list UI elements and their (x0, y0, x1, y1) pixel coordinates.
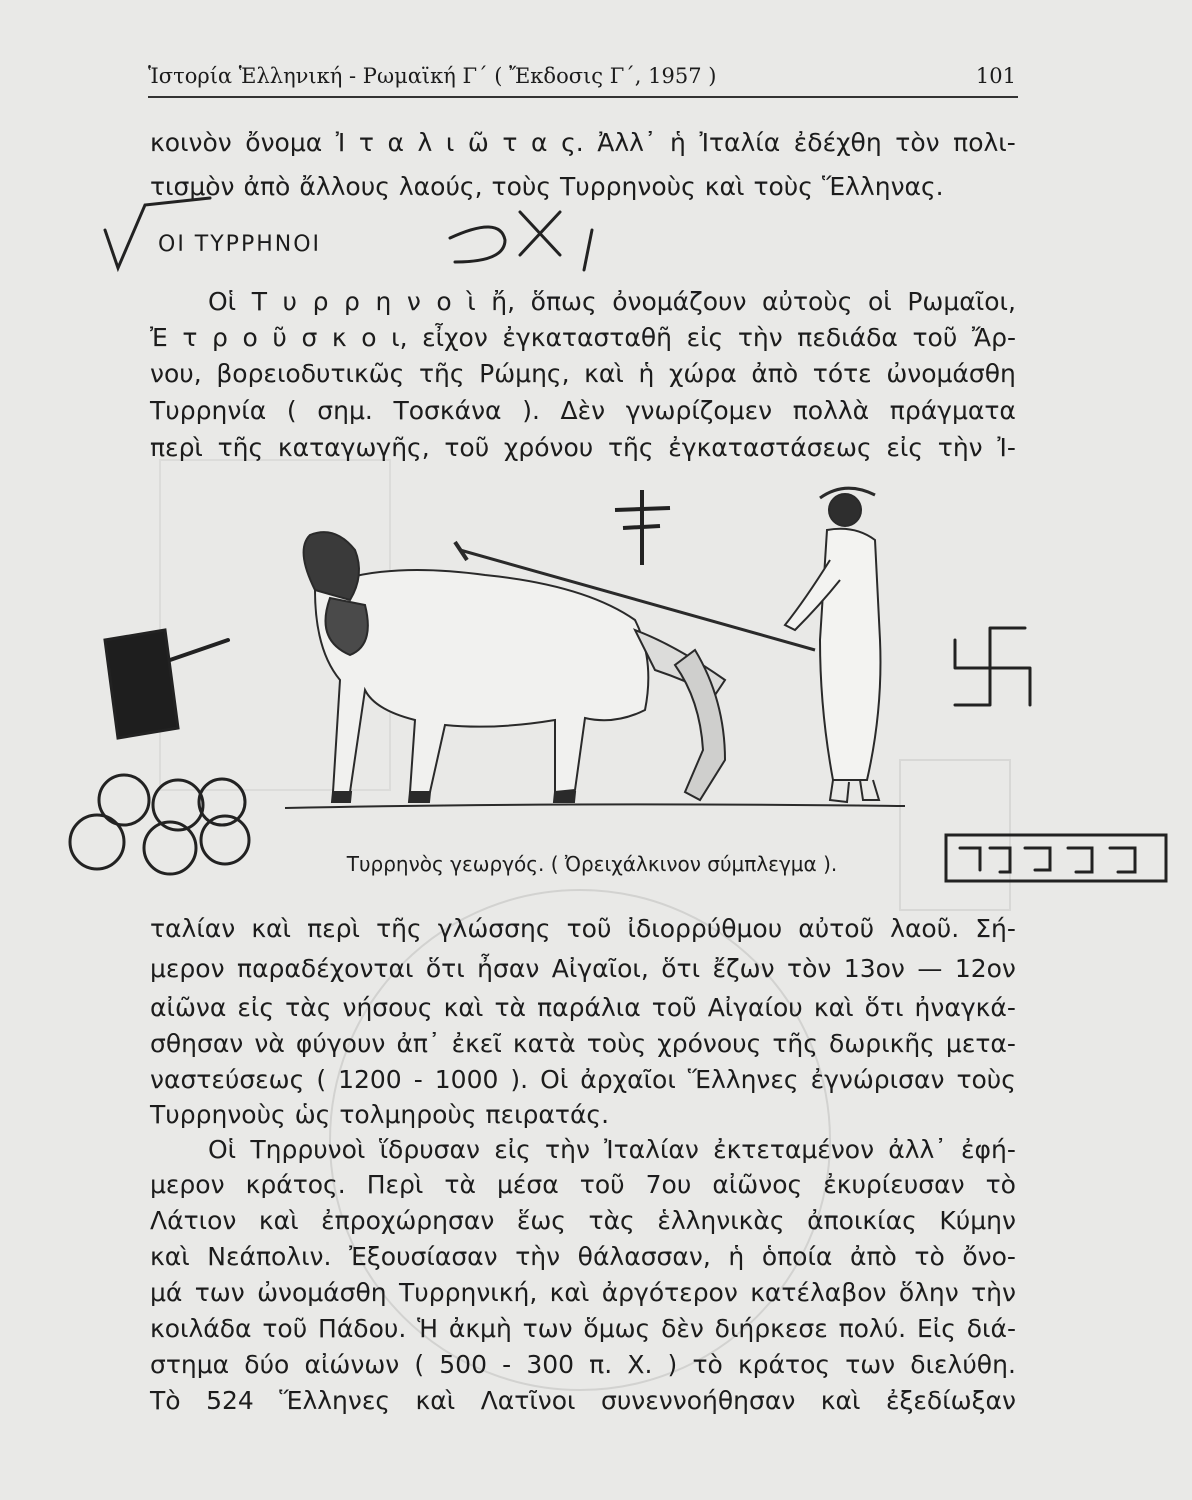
text-line: στημα δύο αἰώνων ( 500 - 300 π. Χ. ) τὸ κράτος των διελύθη. (150, 1350, 1016, 1379)
text-line: καὶ Νεάπολιν. Ἐξουσίασαν τὴν θάλασσαν, ἡ ὁποία ἀπὸ τὸ ὄνο- (150, 1242, 1016, 1271)
text-line: Τυρρηνοὺς ὡς τολμηροὺς πειρατάς. (150, 1100, 610, 1129)
text-line: μερον κράτος. Περὶ τὰ μέσα τοῦ 7ου αἰῶνος ἐκυρίευσαν τὸ (150, 1170, 1016, 1199)
text-line: σθησαν νὰ φύγουν ἀπ᾿ ἐκεῖ κατὰ τοὺς χρόνους τῆς δωρικῆς μετα- (150, 1029, 1016, 1058)
figure-caption: Τυρρηνὸς γεωργός. ( Ὀρειχάλκινον σύμπλεγμα ). (346, 852, 838, 876)
page-number: 101 (975, 64, 1016, 88)
running-title: Ἱστορία Ἑλληνική - Ρωμαϊκή Γ΄ ( Ἔκδοσις Γ΄, 1957 ) (148, 64, 717, 88)
text-line: Οἱ Τηρρυνοὶ ἵδρυσαν εἰς τὴν Ἰταλίαν ἐκτεταμένον ἀλλ᾿ ἐφή- (208, 1135, 1016, 1164)
text-line: κοιλάδα τοῦ Πάδου. Ἡ ἀκμὴ των ὅμως δὲν διήρκεσε πολύ. Εἰς διά- (150, 1314, 1016, 1343)
text-line: Τυρρηνία ( σημ. Τοσκάνα ). Δὲν γνωρίζομεν πολλὰ πράγματα (150, 396, 1016, 425)
text-line: Τὸ 524 Ἕλληνες καὶ Λατῖνοι συνεννοήθησαν καὶ ἐξεδίωξαν (150, 1386, 1016, 1415)
text-line: Λάτιον καὶ ἐπροχώρησαν ἕως τὰς ἑλληνικὰς ἀποικίας Κύμην (150, 1206, 1016, 1235)
text-line: νου, βορειοδυτικῶς τῆς Ρώμης, καὶ ἡ χώρα ἀπὸ τότε ὠνομάσθη (150, 359, 1016, 388)
text-line: αἰῶνα εἰς τὰς νήσους καὶ τὰ παράλια τοῦ Αἰγαίου καὶ ὅτι ἠναγκά- (150, 993, 1016, 1022)
text-line: Οἱ Τ υ ρ ρ η ν ο ὶ ἤ, ὅπως ὀνομάζουν αὐτοὺς οἱ Ρωμαῖοι, (208, 287, 1016, 316)
text-line: Ἐ τ ρ ο ῦ σ κ ο ι, εἶχον ἐγκατασταθῆ εἰς τὴν πεδιάδα τοῦ Ἄρ- (150, 323, 1016, 352)
text-line: ναστεύσεως ( 1200 - 1000 ). Οἱ ἀρχαῖοι Ἕλληνες ἐγνώρισαν τοὺς (150, 1065, 1016, 1094)
text-line: τισμὸν ἀπὸ ἄλλους λαούς, τοὺς Τυρρηνοὺς καὶ τοὺς Ἕλληνας. (150, 172, 944, 201)
section-heading: ΟΙ ΤΥΡΡΗΝΟΙ (158, 232, 322, 257)
text-line: κοινὸν ὄνομα Ἰ τ α λ ι ῶ τ α ς. Ἀλλ᾿ ἡ Ἰταλία ἐδέχθη τὸν πολι- (150, 128, 1016, 157)
scribble-loop (450, 227, 505, 262)
text-line: περὶ τῆς καταγωγῆς, τοῦ χρόνου τῆς ἐγκαταστάσεως εἰς τὴν Ἰ- (150, 433, 1016, 462)
text-line: ταλίαν καὶ περὶ τῆς γλώσσης τοῦ ἰδιορρύθμου αὐτοῦ λαοῦ. Σή- (150, 914, 1016, 943)
text-line: μά των ὠνομάσθη Τυρρηνική, καὶ ἀργότερον κατέλαβον ὅλην τὴν (150, 1278, 1016, 1307)
checkmark-scribble (105, 198, 210, 268)
text-line: μερον παραδέχονται ὅτι ἦσαν Αἰγαῖοι, ὅτι ἔζων τὸν 13ον — 12ον (150, 954, 1016, 983)
